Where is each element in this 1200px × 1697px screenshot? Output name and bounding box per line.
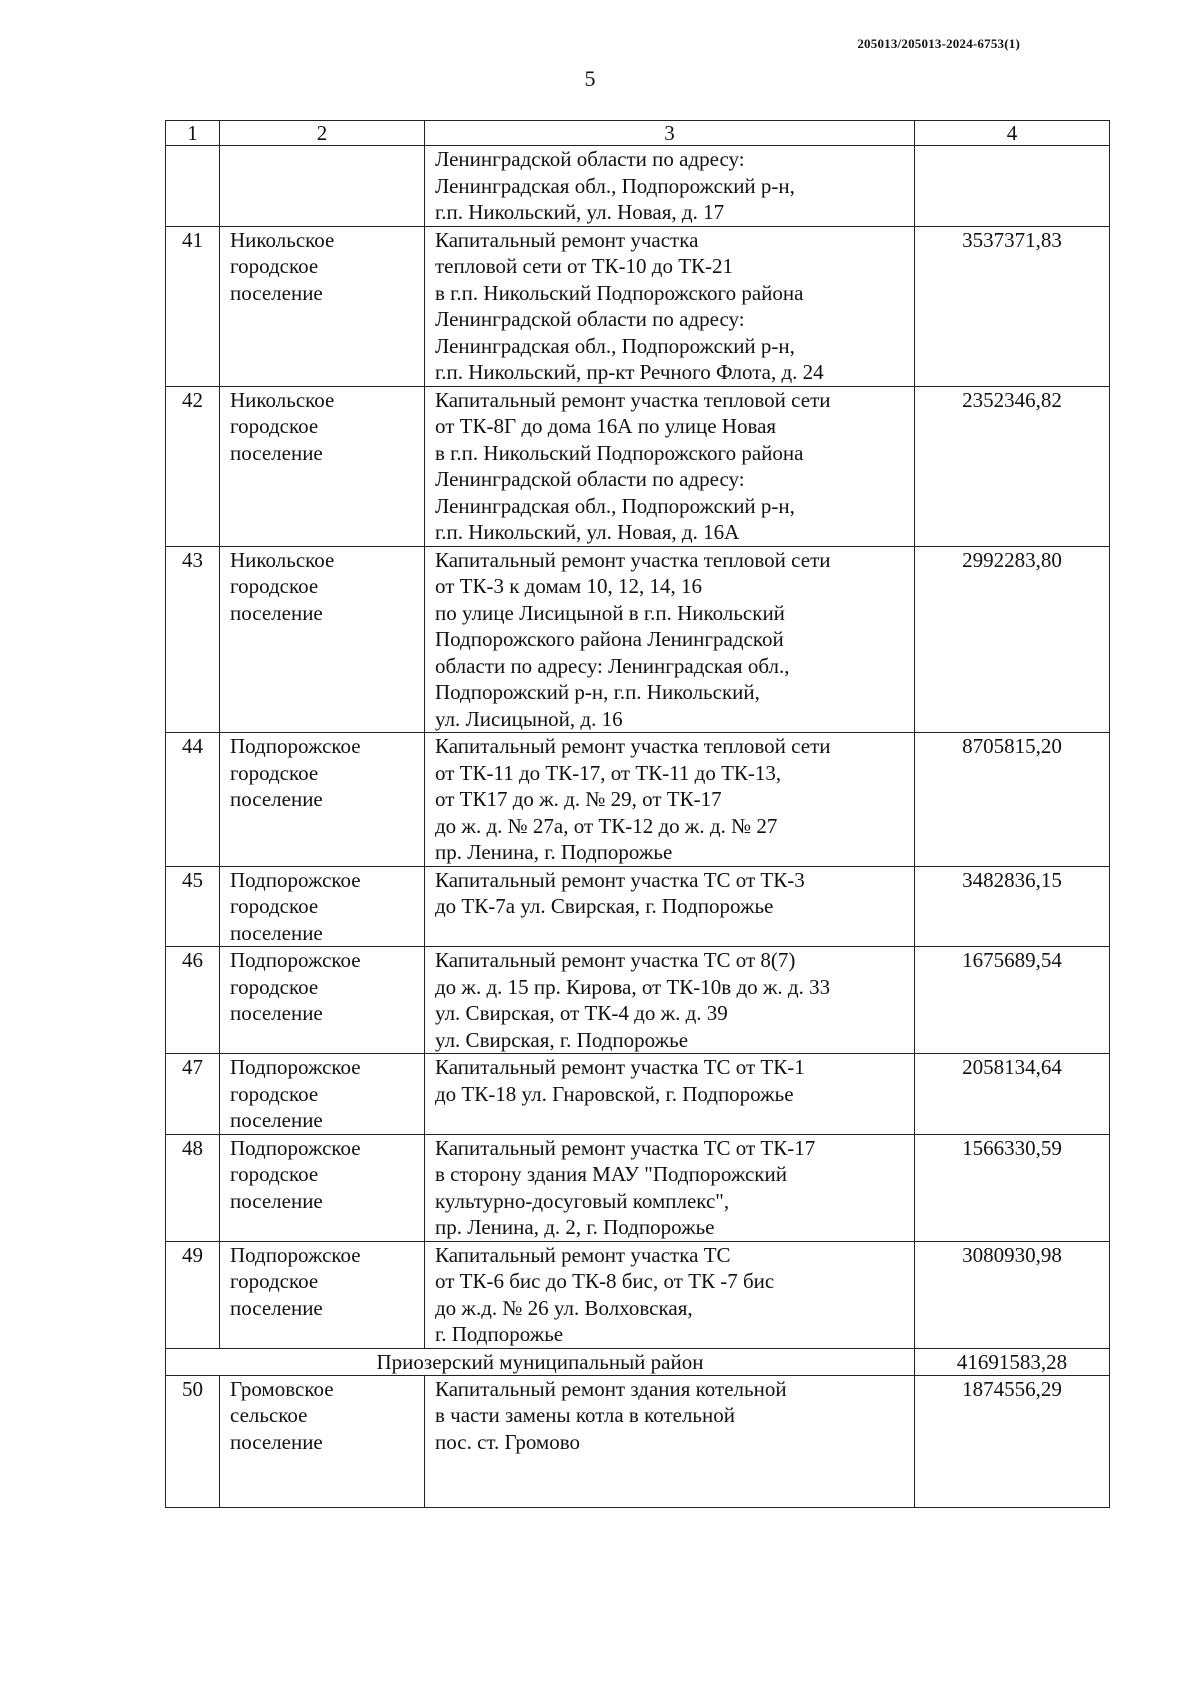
row-settlement: Подпорожское городское поселение [220, 866, 425, 947]
row-description: Капитальный ремонт участка тепловой сети от ТК-8Г до дома 16А по улице Новая в г.п. Никольский Подпорожского района Ленинградской области по адресу: Ленинградская обл., Подпорожский р-н, г.п. Никольский, ул. Новая, д. 16А [425, 386, 915, 546]
row-amount [915, 146, 1110, 227]
row-number: 42 [166, 386, 220, 546]
column-header-1: 1 [166, 121, 220, 146]
row-settlement: Подпорожское городское поселение [220, 947, 425, 1054]
table-row [166, 386, 1110, 546]
row-amount: 2352346,82 [915, 386, 1110, 546]
row-settlement: Подпорожское городское поселение [220, 733, 425, 867]
row-number [166, 146, 220, 227]
table-row [166, 866, 1110, 947]
row-settlement: Никольское городское поселение [220, 546, 425, 733]
row-number: 48 [166, 1134, 220, 1241]
row-settlement: Никольское городское поселение [220, 386, 425, 546]
row-description: Капитальный ремонт участка ТС от ТК-3 до ТК-7а ул. Свирская, г. Подпорожье [425, 866, 915, 947]
page-number: 5 [584, 66, 596, 91]
table-row [166, 226, 1110, 386]
row-number: 43 [166, 546, 220, 733]
row-settlement: Подпорожское городское поселение [220, 1241, 425, 1348]
document-id: 205013/205013-2024-6753(1) [857, 36, 1020, 51]
table-row [166, 733, 1110, 867]
row-amount: 1874556,29 [915, 1375, 1110, 1508]
table-row-continuation [166, 146, 1110, 227]
table-header-row [166, 121, 1110, 146]
row-amount: 2992283,80 [915, 546, 1110, 733]
column-header-2: 2 [220, 121, 425, 146]
column-header-4: 4 [915, 121, 1110, 146]
table-row [166, 1054, 1110, 1135]
row-amount: 2058134,64 [915, 1054, 1110, 1135]
row-settlement: Подпорожское городское поселение [220, 1134, 425, 1241]
row-description: Капитальный ремонт участка ТС от ТК-1 до ТК-18 ул. Гнаровской, г. Подпорожье [425, 1054, 915, 1135]
table-row [166, 947, 1110, 1054]
row-description: Капитальный ремонт участка ТС от 8(7) до ж. д. 15 пр. Кирова, от ТК-10в до ж. д. 33 ул. Свирская, от ТК-4 до ж. д. 39 ул. Свирская, г. Подпорожье [425, 947, 915, 1054]
row-number: 46 [166, 947, 220, 1054]
row-description: Капитальный ремонт участка ТС от ТК-17 в сторону здания МАУ "Подпорожский культурно-досуговый комплекс", пр. Ленина, д. 2, г. Подпорожье [425, 1134, 915, 1241]
row-description: Капитальный ремонт участка тепловой сети от ТК-11 до ТК-17, от ТК-11 до ТК-13, от ТК17 до ж. д. № 29, от ТК-17 до ж. д. № 27а, от ТК-12 до ж. д. № 27 пр. Ленина, г. Подпорожье [425, 733, 915, 867]
district-subtotal-row [166, 1348, 1110, 1375]
table-row [166, 1134, 1110, 1241]
repair-table [165, 120, 1110, 1508]
table-row [166, 1375, 1110, 1508]
row-settlement: Громовское сельское поселение [220, 1375, 425, 1508]
district-amount: 41691583,28 [915, 1348, 1110, 1375]
row-number: 50 [166, 1375, 220, 1508]
row-description: Капитальный ремонт участка тепловой сети от ТК-3 к домам 10, 12, 14, 16 по улице Лисицыной в г.п. Никольский Подпорожского района Ленинградской области по адресу: Ленинградская обл., Подпорожский р-н, г.п. Никольский, ул. Лисицыной, д. 16 [425, 546, 915, 733]
row-number: 45 [166, 866, 220, 947]
row-settlement [220, 146, 425, 227]
table-row [166, 1241, 1110, 1348]
row-settlement: Никольское городское поселение [220, 226, 425, 386]
row-amount: 3080930,98 [915, 1241, 1110, 1348]
row-amount: 1675689,54 [915, 947, 1110, 1054]
row-description: Капитальный ремонт здания котельной в части замены котла в котельной пос. ст. Громово [425, 1375, 915, 1508]
row-amount: 3482836,15 [915, 866, 1110, 947]
row-amount: 8705815,20 [915, 733, 1110, 867]
row-number: 47 [166, 1054, 220, 1135]
row-description: Ленинградской области по адресу: Ленинградская обл., Подпорожский р-н, г.п. Никольский, ул. Новая, д. 17 [425, 146, 915, 227]
row-settlement: Подпорожское городское поселение [220, 1054, 425, 1135]
row-number: 44 [166, 733, 220, 867]
district-name: Приозерский муниципальный район [166, 1348, 915, 1375]
row-number: 49 [166, 1241, 220, 1348]
column-header-3: 3 [425, 121, 915, 146]
table-row [166, 546, 1110, 733]
row-description: Капитальный ремонт участка ТС от ТК-6 бис до ТК-8 бис, от ТК -7 бис до ж.д. № 26 ул. Волховская, г. Подпорожье [425, 1241, 915, 1348]
row-description: Капитальный ремонт участка тепловой сети от ТК-10 до ТК-21 в г.п. Никольский Подпорожского района Ленинградской области по адресу: Ленинградская обл., Подпорожский р-н, г.п. Никольский, пр-кт Речного Флота, д. 24 [425, 226, 915, 386]
row-amount: 3537371,83 [915, 226, 1110, 386]
row-amount: 1566330,59 [915, 1134, 1110, 1241]
row-number: 41 [166, 226, 220, 386]
